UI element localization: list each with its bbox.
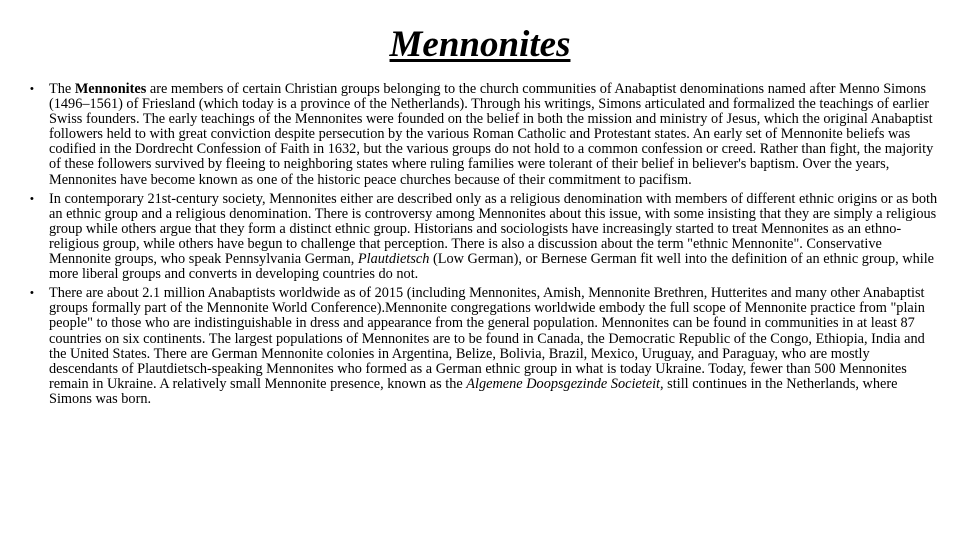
bullet-item — [30, 286, 940, 407]
bullet-text: (Low German), or Bernese German fit well into the definition of an ethnic group, while more liberal groups and converts in developing countries do not. — [49, 251, 935, 283]
bullet-text: There are about 2.1 million Anabaptists worldwide as of 2015 (including Mennonites, Amish, Mennonite Brethren, Hutterites and many other Anabaptist groups formally part of the Mennonite World Conference).Mennonite congregations worldwide embody the full scope of Mennonite practice from "plain people" to those who are indistinguishable in dress and appearance from the general population. Mennonites can be found in communities in at least 87 countries on six continents. The largest populations of Mennonites are to be found in Canada, the Democratic Republic of the Congo, Ethiopia, India and the United States. There are German Mennonite colonies in Argentina, Belize, Bolivia, Brazil, Mexico, Uruguay, and Paraguay, who are mostly descendants of Plautdietsch-speaking Mennonites who formed as a German ethnic group in what is today Ukraine. Today, fewer than 500 Mennonites remain in Ukraine. A relatively small Mennonite presence, known as the — [49, 285, 925, 392]
page-title: Mennonites — [389, 24, 571, 65]
italic-term: Plautdietsch — [357, 251, 430, 268]
italic-term: Algemene Doopsgezinde Societeit — [466, 375, 661, 392]
bullet-item — [30, 82, 940, 188]
bullet-text: In contemporary 21st-century society, Mennonites either are described only as a religious denomination with members of different ethnic origins or as both an ethnic group and a religious denomination. There is controversy among Mennonites about this issue, with some insisting that they are simply a religious group while others argue that they form a distinct ethnic group. Historians and sociologists have increasingly started to treat Mennonites as an ethno-religious group, while others have begun to challenge that perception. There is also a discussion about the term "ethnic Mennonite". Conservative Mennonite groups, who speak Pennsylvania German, — [49, 190, 938, 268]
bold-term: Mennonites — [74, 81, 147, 97]
bullet-text: , still continues in the Netherlands, where Simons was born. — [49, 375, 898, 407]
bullet-text: The — [49, 81, 75, 97]
bullet-list — [30, 82, 940, 411]
bullet-text: are members of certain Christian groups belonging to the church communities of Anabaptist denominations named after Menno Simons (1496–1561) of Friesland (which today is a province of the Netherlands). Through his writings, Simons articulated and formalized the teachings of earlier Swiss founders. The early teachings of the Mennonites were founded on the belief in both the mission and ministry of Jesus, which the original Anabaptist followers held to with great conviction despite persecution by the various Roman Catholic and Protestant states. An early set of Mennonite beliefs was codified in the Dordrecht Confession of Faith in 1632, but the various groups do not hold to a common confession or creed. Rather than fight, the majority of these followers survived by fleeing to neighboring states where ruling families were tolerant of their belief in believer's baptism. Over the years, Mennonites have become known as one of the historic peace churches because of their commitment to pacifism. — [49, 81, 934, 188]
bullet-item — [30, 192, 940, 283]
